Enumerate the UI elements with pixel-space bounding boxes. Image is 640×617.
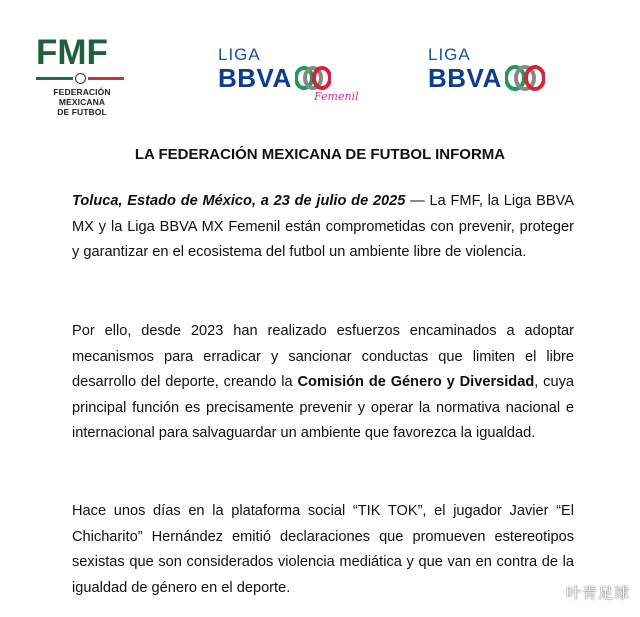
paragraph-commission	[72, 319, 574, 447]
paragraph-statement: Hace unos días en la plataforma social “TIK TOK”, el jugador Javier “El Chicharito” Hernández emitió declaraciones que promueven estereotipos sexistas que son considerados violencia mediática y que van en contra de la igualdad de género en el deporte.	[72, 503, 574, 596]
paragraph-commission-after: , cuya principal función es precisamente prevenir y operar la normativa nacional e internacional para salvaguardar un ambiente que favorezca la igualdad.	[72, 374, 574, 442]
soccer-ball-icon	[75, 73, 86, 84]
bbva-word: BBVA	[428, 63, 502, 93]
liga-word: LIGA	[428, 45, 471, 64]
fmf-logo-letters: FMF	[36, 33, 108, 72]
fmf-logo	[36, 33, 136, 117]
liga-mx-swirl-icon	[505, 65, 545, 91]
commission-name: Comisión de Género y Diversidad	[297, 374, 535, 391]
fmf-logo-subtitle	[36, 87, 128, 117]
watermark: 叶青足球	[565, 584, 630, 602]
paragraph-intro	[72, 189, 574, 266]
liga-bbva-femenil-logo	[218, 46, 366, 110]
liga-word: LIGA	[218, 45, 261, 64]
liga-mx-swirl-icon	[295, 66, 331, 90]
dateline: Toluca, Estado de México, a 23 de julio de 2025	[72, 193, 406, 209]
fmf-subtitle-line1: FEDERACIÓN MEXICANA	[53, 87, 111, 107]
fmf-subtitle-line2: DE FUTBOL	[57, 107, 107, 117]
paragraph-intro-text: — La FMF, la Liga BBVA MX y la Liga BBVA MX Femenil están comprometidas con prevenir, proteger y garantizar en el ecosistema del futbol un ambiente libre de violencia.	[72, 193, 574, 261]
liga-bbva-mx-logo	[428, 46, 578, 96]
bbva-word: BBVA	[218, 63, 292, 93]
paragraph-commission-before: Por ello, desde 2023 han realizado esfuerzos encaminados a adoptar mecanismos para erradicar y sancionar conductas que limiten el libre desarrollo del deporte, creando la	[72, 323, 574, 391]
header-logos	[0, 0, 640, 120]
fmf-logo-stripe	[36, 73, 124, 84]
page-title: LA FEDERACIÓN MEXICANA DE FUTBOL INFORMA	[134, 146, 506, 163]
femenil-word: Femenil	[314, 90, 359, 103]
